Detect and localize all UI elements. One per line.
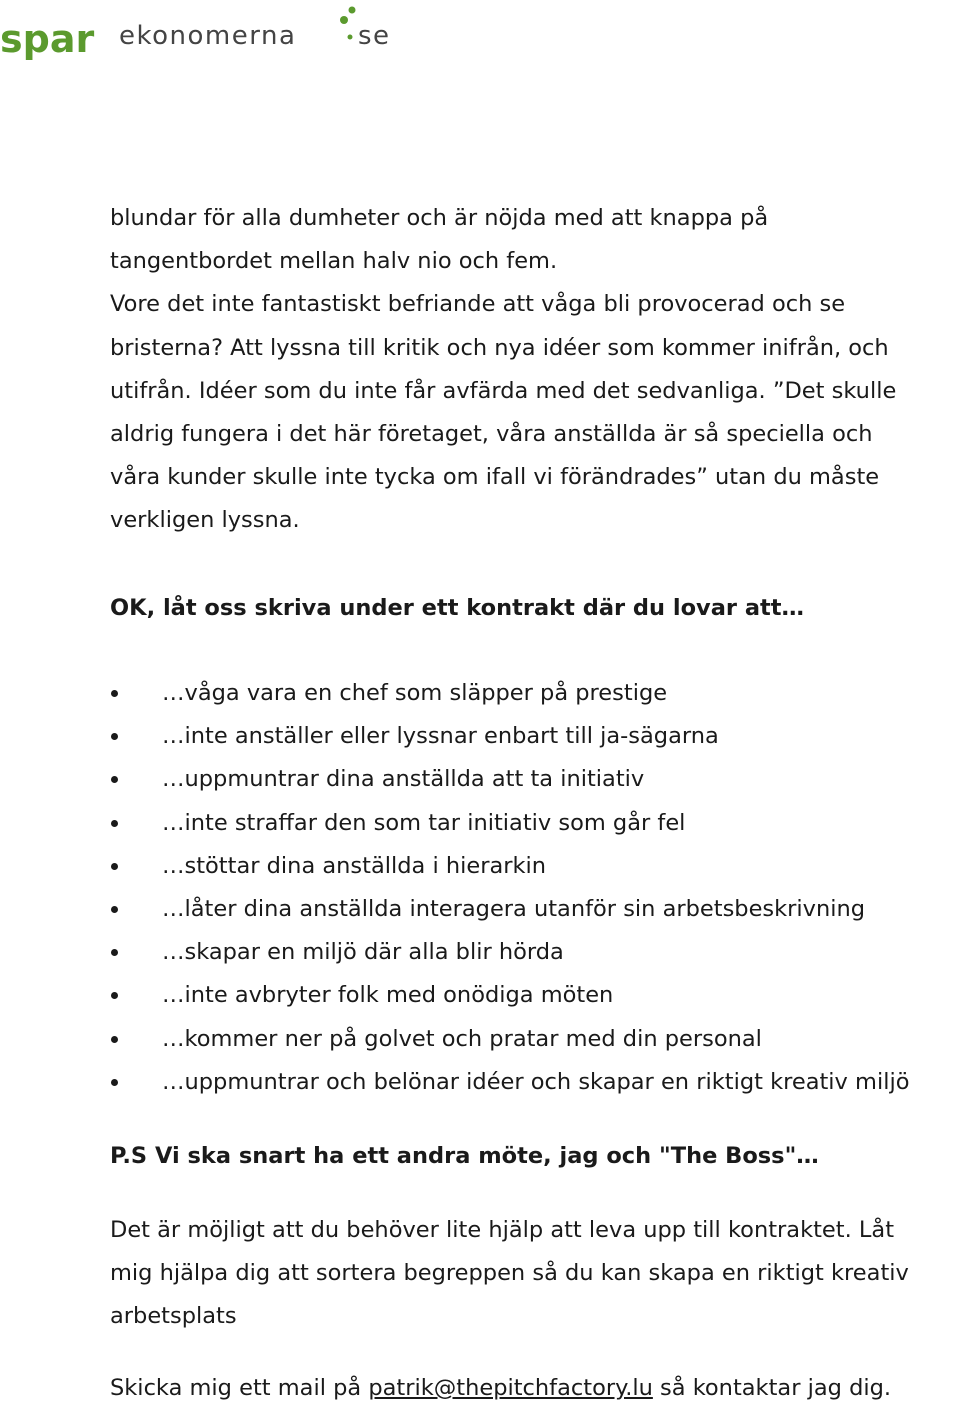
ps-heading: P.S Vi ska snart ha ett andra möte, jag och "The Boss"… — [110, 1143, 819, 1169]
contact-text-before: Skicka mig ett mail på — [110, 1375, 369, 1401]
list-item-text: …inte straffar den som tar initiativ som går fel — [162, 809, 686, 836]
list-item — [0, 931, 960, 974]
bullet-icon — [111, 1079, 118, 1086]
list-item-text: …skapar en miljö där alla blir hörda — [162, 939, 564, 966]
list-item — [0, 1018, 960, 1061]
paragraph-line: mig hjälpa dig att sortera begreppen så du kan skapa en riktigt kreativ — [110, 1260, 909, 1287]
logo-dot-icon — [340, 16, 348, 24]
site-logo — [0, 0, 400, 64]
email-link[interactable]: patrik@thepitchfactory.lu — [368, 1375, 653, 1401]
list-item-text: …våga vara en chef som släpper på prestige — [162, 680, 668, 706]
list-item-text: …inte anställer eller lyssnar enbart till ja-sägarna — [162, 723, 719, 750]
logo-spar-text: spar — [0, 17, 95, 61]
paragraph-line: aldrig fungera i det här företaget, våra anställda är så speciella och — [110, 421, 873, 448]
bullet-icon — [111, 733, 118, 740]
paragraph-line: Det är möjligt att du behöver lite hjälp att leva upp till kontraktet. Låt — [110, 1217, 895, 1243]
paragraph-line: utifrån. Idéer som du inte får avfärda med det sedvanliga. ”Det skulle — [110, 377, 897, 404]
list-item-text: …låter dina anställda interagera utanför sin arbetsbeskrivning — [162, 895, 866, 922]
help-paragraph — [110, 1209, 960, 1339]
list-item — [0, 1061, 960, 1104]
contact-text-after: så kontaktar jag dig. — [652, 1375, 892, 1401]
bullet-icon — [111, 906, 118, 913]
list-item — [0, 758, 960, 801]
paragraph-line: bristerna? Att lyssna till kritik och nya idéer som kommer inifrån, och — [110, 334, 889, 361]
list-item-text: …stöttar dina anställda i hierarkin — [162, 852, 547, 879]
list-item-text: …uppmuntrar och belönar idéer och skapar en riktigt kreativ miljö — [162, 1068, 910, 1095]
list-item — [0, 672, 960, 715]
bullet-icon — [111, 863, 118, 870]
list-item — [0, 974, 960, 1017]
list-item-text: …kommer ner på golvet och pratar med din personal — [162, 1025, 762, 1052]
promise-list — [0, 672, 960, 1104]
list-item — [0, 845, 960, 888]
paragraph-line: arbetsplats — [110, 1303, 237, 1330]
bullet-icon — [111, 776, 118, 783]
bullet-icon — [111, 992, 118, 999]
list-item-text: …uppmuntrar dina anställda att ta initiativ — [162, 766, 645, 793]
list-item — [0, 802, 960, 845]
list-item-text: …inte avbryter folk med onödiga möten — [162, 982, 614, 1009]
logo-dot-icon — [349, 7, 356, 14]
bullet-icon — [111, 1036, 118, 1043]
logo-ekonomerna-text: ekonomerna — [119, 21, 297, 51]
contract-heading: OK, låt oss skriva under ett kontrakt där du lovar att… — [110, 595, 805, 621]
bullet-icon — [111, 949, 118, 956]
bullet-icon — [111, 690, 118, 697]
intro-paragraph — [110, 197, 960, 543]
list-item — [0, 715, 960, 758]
paragraph-line: Vore det inte fantastiskt befriande att våga bli provocerad och se — [110, 291, 846, 318]
bullet-icon — [111, 820, 118, 827]
paragraph-line: verkligen lyssna. — [110, 507, 300, 534]
paragraph-line: våra kunder skulle inte tycka om ifall vi förändrades” utan du måste — [110, 464, 880, 491]
logo-dot-icon — [348, 35, 353, 40]
contact-paragraph — [110, 1367, 960, 1410]
paragraph-line: tangentbordet mellan halv nio och fem. — [110, 248, 558, 275]
paragraph-line: blundar för alla dumheter och är nöjda med att knappa på — [110, 205, 769, 231]
logo-se-text: se — [358, 21, 391, 51]
list-item — [0, 888, 960, 931]
